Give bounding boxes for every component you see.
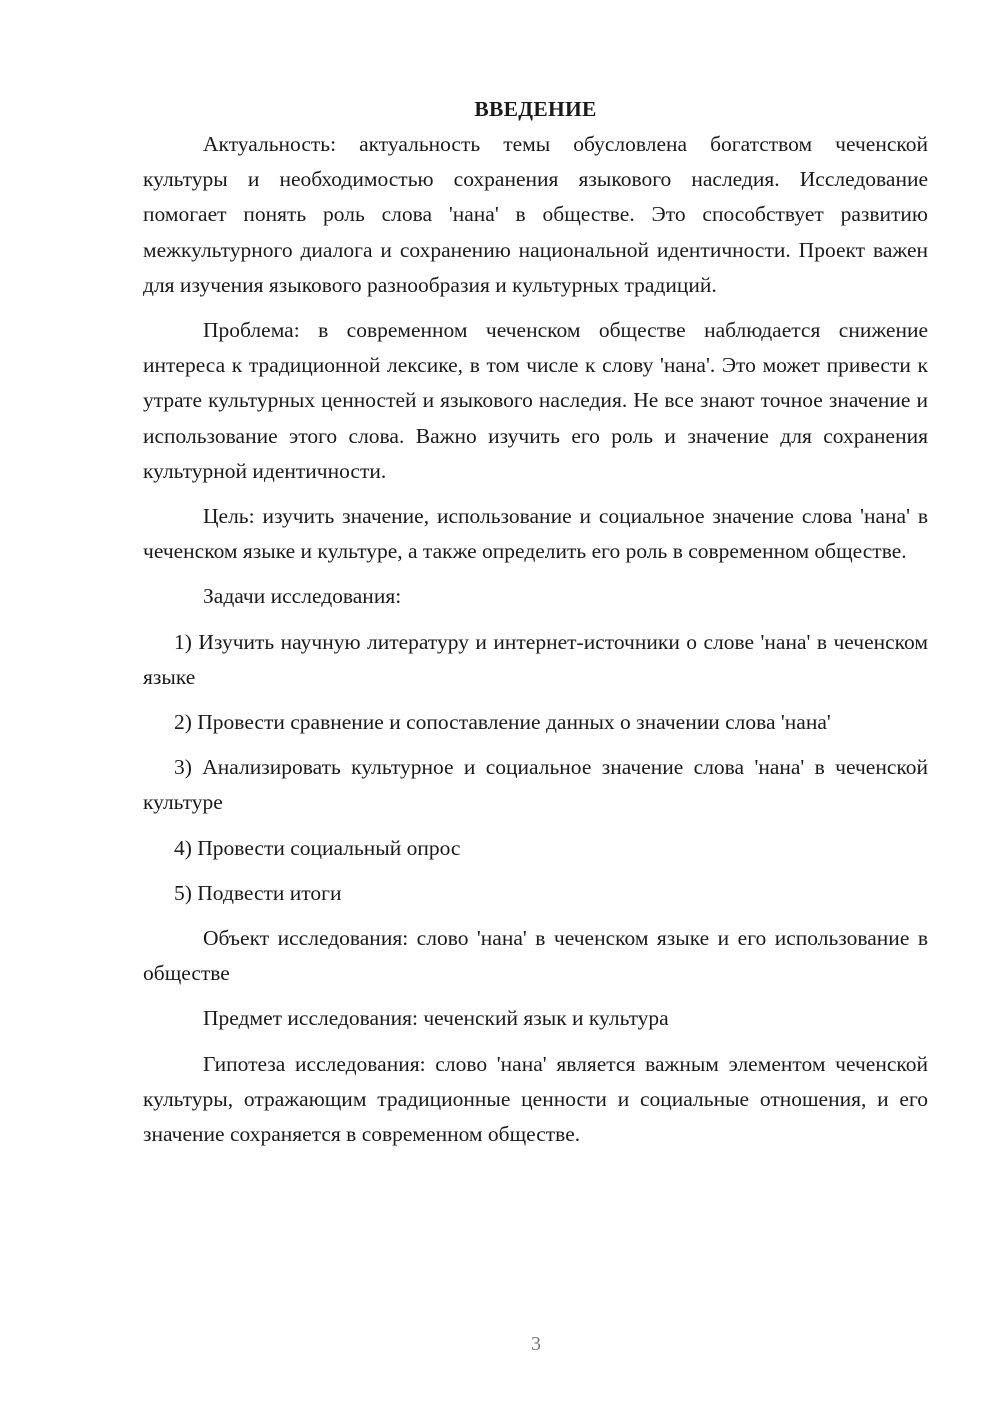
tasks-heading: Задачи исследования: [203,584,402,609]
paragraph-subject: Предмет исследования: чеченский язык и культура [203,1006,669,1031]
task-item-1: 1) Изучить научную литературу и интернет-источники о слове 'нана' в чеченском языке [143,629,928,689]
task-item-2: 2) Провести сравнение и сопоставление данных о значении слова 'нана' [174,710,831,735]
task-item-4: 4) Провести социальный опрос [174,835,461,860]
page-title: ВВЕДЕНИЕ [474,97,597,121]
paragraph-object: Объект исследования: слово 'нана' в чеченском языке и его использование в обществе [143,926,928,986]
paragraph-goal: Цель: изучить значение, использование и социальное значение слова 'нана' в чеченском языке и культуре, а также определить его роль в современном обществе. [143,504,928,564]
task-item-5: 5) Подвести итоги [174,880,342,905]
task-item-3: 3) Анализировать культурное и социальное значение слова 'нана' в чеченской культуре [143,755,928,815]
paragraph-relevance: Актуальность: актуальность темы обусловлена богатством чеченской культуры и необходимостью сохранения языкового наследия. Исследование помогает понять роль слова 'нана' в обществе. Это способствует развитию межкультурного диалога и сохранению национальной идентичности. Проект важен для изучения языкового разнообразия и культурных традиций. [143,132,928,297]
paragraph-hypothesis: Гипотеза исследования: слово 'нана' является важным элементом чеченской культуры, отражающим традиционные ценности и социальные отношения, и его значение сохраняется в современном обществе. [143,1051,928,1147]
page-number: 3 [531,1333,541,1355]
document-page [143,92,928,1162]
paragraph-problem: Проблема: в современном чеченском обществе наблюдается снижение интереса к традиционной лексике, в том числе к слову 'нана'. Это может привести к утрате культурных ценностей и языкового наследия. Не все знают точное значение и использование этого слова. Важно изучить его роль и значение для сохранения культурной идентичности. [143,318,928,483]
